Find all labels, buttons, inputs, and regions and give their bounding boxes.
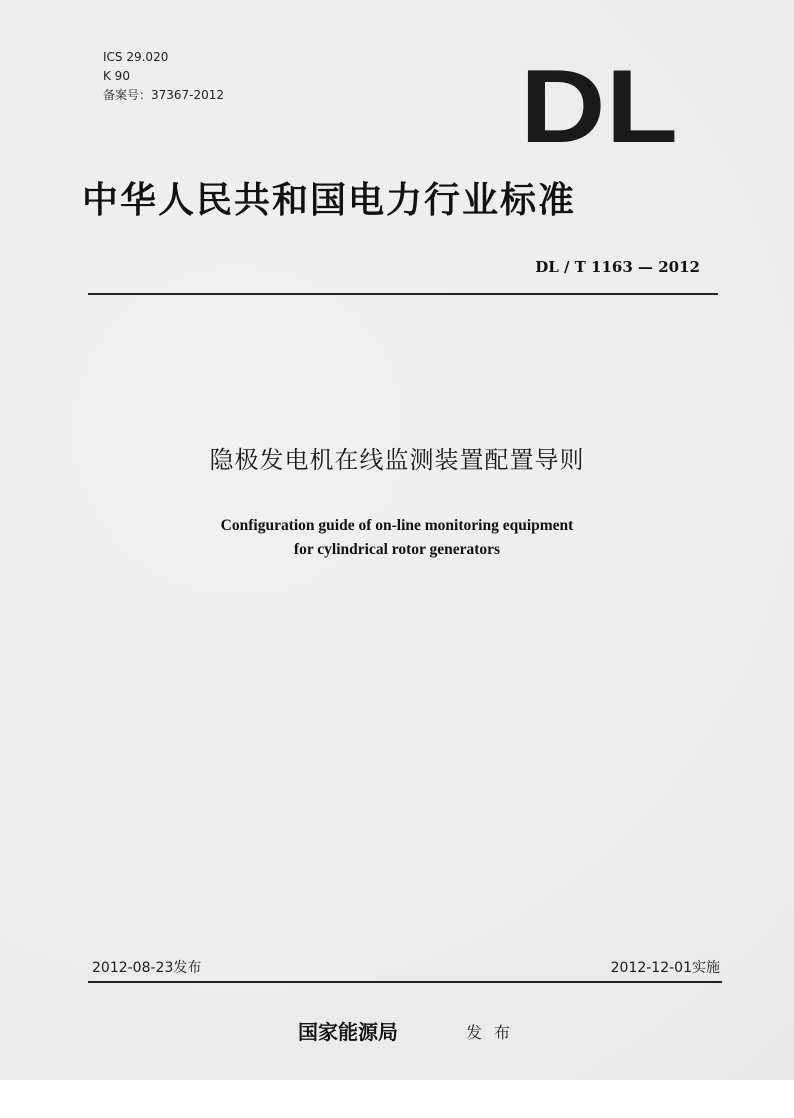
footer-divider (88, 981, 722, 983)
english-title-line-1: Configuration guide of on-line monitoring equipment (220, 517, 574, 534)
standard-number: DL / T 1163 — 2012 (535, 258, 700, 276)
english-title (0, 514, 794, 562)
header-divider (88, 293, 718, 295)
dl-logo-text: DL (520, 60, 678, 150)
english-title-line-2: for cylindrical rotor generators (293, 541, 501, 558)
class-code: K 90 (103, 69, 130, 83)
issuing-authority: 国家能源局 (298, 1020, 398, 1044)
filing-number: 备案号：37367-2012 (103, 88, 225, 102)
publish-label: 发布 (466, 1023, 523, 1042)
dl-logo (520, 60, 680, 150)
ics-code: ICS 29.020 (103, 50, 169, 64)
classification-block (103, 48, 224, 105)
effective-date: 2012-12-01实施 (610, 960, 720, 976)
chinese-title: 隐极发电机在线监测装置配置导则 (209, 446, 585, 474)
issuing-sector-title: 中华人民共和国电力行业标准 (82, 179, 577, 221)
issue-date: 2012-08-23发布 (92, 960, 202, 976)
scan-margin (0, 1080, 794, 1118)
